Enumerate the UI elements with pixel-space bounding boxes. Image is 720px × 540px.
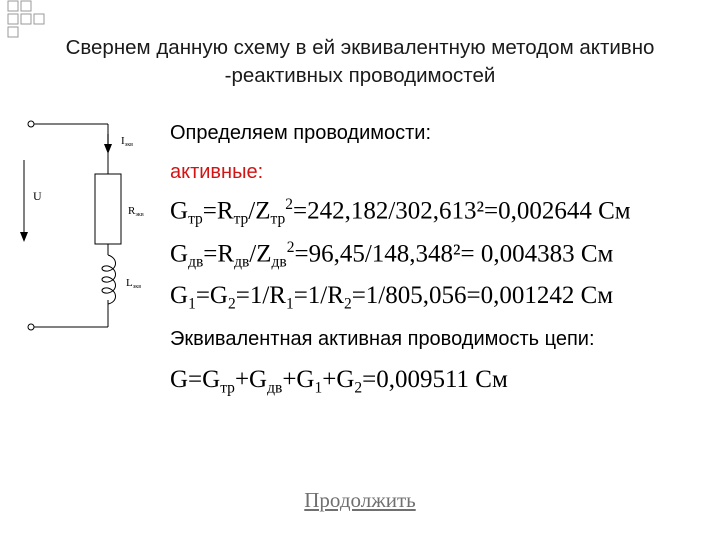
current-arrowhead-icon (104, 144, 112, 154)
top-terminal (28, 121, 34, 127)
current-label: Iэкв (121, 135, 133, 148)
resistance-label: Rэкв (128, 205, 144, 218)
equation-motor: $G_{дв}=R_{дв}/Z_{дв}^2=96,45/148,348^2= 0,004383$ См (170, 239, 614, 271)
equation-total: $G=G_{тр}+G_{дв}+G_1+G_2=0,009511$ См (170, 366, 508, 397)
inductor-icon (102, 255, 116, 304)
continue-link[interactable]: Продолжить (304, 488, 416, 512)
inductance-label: Lэкв (126, 277, 142, 290)
conductance-heading: Определяем проводимости: (170, 122, 432, 144)
bottom-terminal (28, 324, 34, 330)
total-conductance-label: Эквивалентная активная проводимость цепи: (170, 328, 595, 350)
slide-title (30, 34, 690, 90)
title-line-2: -реактивных проводимостей (224, 64, 496, 87)
equivalent-circuit-diagram (0, 100, 165, 340)
voltage-arrowhead-icon (20, 232, 28, 242)
resistor-icon (95, 174, 121, 244)
equation-transformer: $G_{тр}=R_{тр}/Z_{тр}^2=242,182/302,613^2=0,002644$ См (170, 196, 631, 228)
title-line-1: Свернем данную схему в ей эквивалентную методом активно (65, 36, 655, 59)
voltage-label: U (33, 189, 42, 203)
equation-resistors: $G_1=G_2=1/R_1=1/R_2=1/805,056=0,001242$ См (170, 282, 614, 313)
active-subheading: активные: (170, 161, 264, 183)
